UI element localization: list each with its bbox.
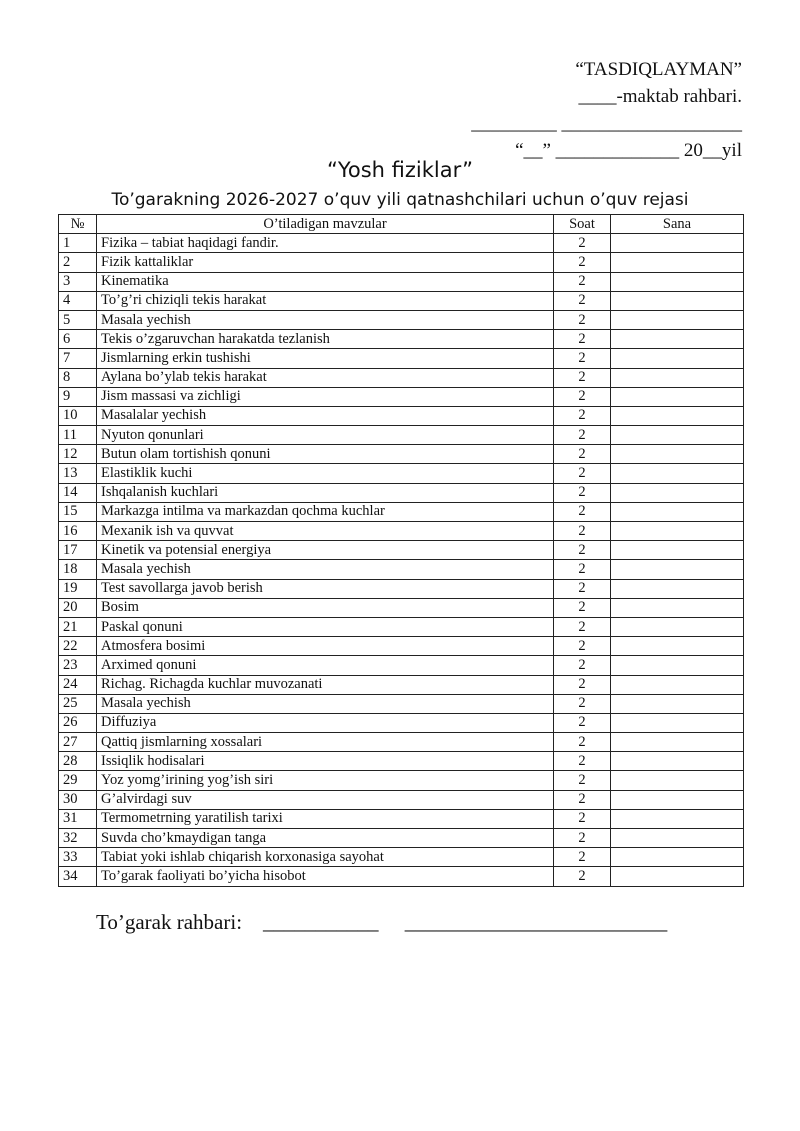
row-number: 6 <box>59 330 97 349</box>
row-topic: Qattiq jismlarning xossalari <box>97 733 554 752</box>
row-number: 29 <box>59 771 97 790</box>
row-date <box>611 234 744 253</box>
row-topic: Suvda cho’kmaydigan tanga <box>97 829 554 848</box>
row-hours: 2 <box>554 771 611 790</box>
table-row <box>59 598 744 617</box>
table-row <box>59 349 744 368</box>
row-hours: 2 <box>554 349 611 368</box>
row-number: 34 <box>59 867 97 886</box>
row-hours: 2 <box>554 483 611 502</box>
row-date <box>611 387 744 406</box>
row-date <box>611 522 744 541</box>
table-row <box>59 234 744 253</box>
row-number: 16 <box>59 522 97 541</box>
row-topic: Tekis o’zgaruvchan harakatda tezlanish <box>97 330 554 349</box>
table-row <box>59 426 744 445</box>
approval-date-line: “__” _____________ 20__yil <box>515 140 742 161</box>
row-hours: 2 <box>554 253 611 272</box>
row-number: 15 <box>59 502 97 521</box>
table-row <box>59 829 744 848</box>
row-hours: 2 <box>554 445 611 464</box>
header-number: № <box>59 215 97 234</box>
row-topic: Bosim <box>97 598 554 617</box>
table-row <box>59 387 744 406</box>
row-hours: 2 <box>554 809 611 828</box>
row-hours: 2 <box>554 502 611 521</box>
row-number: 20 <box>59 598 97 617</box>
row-hours: 2 <box>554 656 611 675</box>
row-topic: Kinematika <box>97 272 554 291</box>
row-hours: 2 <box>554 848 611 867</box>
row-hours: 2 <box>554 637 611 656</box>
row-number: 27 <box>59 733 97 752</box>
table-row <box>59 809 744 828</box>
row-number: 33 <box>59 848 97 867</box>
row-topic: Nyuton qonunlari <box>97 426 554 445</box>
table-row <box>59 752 744 771</box>
row-topic: G’alvirdagi suv <box>97 790 554 809</box>
row-date <box>611 598 744 617</box>
row-topic: Termometrning yaratilish tarixi <box>97 809 554 828</box>
row-date <box>611 310 744 329</box>
row-number: 18 <box>59 560 97 579</box>
row-date <box>611 541 744 560</box>
row-hours: 2 <box>554 464 611 483</box>
curriculum-table <box>58 214 744 887</box>
row-date <box>611 560 744 579</box>
table-row <box>59 291 744 310</box>
row-date <box>611 694 744 713</box>
row-number: 12 <box>59 445 97 464</box>
row-topic: Aylana bo’ylab tekis harakat <box>97 368 554 387</box>
row-topic: Atmosfera bosimi <box>97 637 554 656</box>
row-hours: 2 <box>554 829 611 848</box>
table-row <box>59 502 744 521</box>
row-hours: 2 <box>554 867 611 886</box>
row-topic: Jism massasi va zichligi <box>97 387 554 406</box>
table-row <box>59 656 744 675</box>
signature-block <box>96 910 667 935</box>
row-number: 28 <box>59 752 97 771</box>
row-number: 7 <box>59 349 97 368</box>
table-row <box>59 368 744 387</box>
approval-signature-line: _________ ___________________ <box>471 113 742 134</box>
row-topic: To’g’ri chiziqli tekis harakat <box>97 291 554 310</box>
table-row <box>59 579 744 598</box>
row-hours: 2 <box>554 330 611 349</box>
row-number: 23 <box>59 656 97 675</box>
row-number: 32 <box>59 829 97 848</box>
row-topic: Markazga intilma va markazdan qochma kuchlar <box>97 502 554 521</box>
row-hours: 2 <box>554 310 611 329</box>
table-row <box>59 330 744 349</box>
row-hours: 2 <box>554 291 611 310</box>
row-number: 14 <box>59 483 97 502</box>
row-date <box>611 713 744 732</box>
table-row <box>59 464 744 483</box>
row-topic: Test savollarga javob berish <box>97 579 554 598</box>
row-hours: 2 <box>554 675 611 694</box>
row-date <box>611 637 744 656</box>
row-hours: 2 <box>554 694 611 713</box>
approval-block <box>471 56 742 164</box>
row-topic: Richag. Richagda kuchlar muvozanati <box>97 675 554 694</box>
table-row <box>59 617 744 636</box>
table-row <box>59 310 744 329</box>
table-row <box>59 541 744 560</box>
table-row <box>59 253 744 272</box>
row-date <box>611 445 744 464</box>
row-topic: Tabiat yoki ishlab chiqarish korxonasiga sayohat <box>97 848 554 867</box>
approval-school-head: ____-maktab rahbari. <box>578 86 742 107</box>
row-date <box>611 272 744 291</box>
table-row <box>59 771 744 790</box>
row-date <box>611 617 744 636</box>
row-date <box>611 464 744 483</box>
table-row <box>59 867 744 886</box>
row-number: 22 <box>59 637 97 656</box>
row-topic: Masala yechish <box>97 694 554 713</box>
row-number: 31 <box>59 809 97 828</box>
row-hours: 2 <box>554 272 611 291</box>
row-hours: 2 <box>554 579 611 598</box>
table-row <box>59 675 744 694</box>
row-topic: Masala yechish <box>97 560 554 579</box>
row-hours: 2 <box>554 387 611 406</box>
row-hours: 2 <box>554 617 611 636</box>
header-date: Sana <box>611 215 744 234</box>
row-date <box>611 406 744 425</box>
row-number: 30 <box>59 790 97 809</box>
row-number: 2 <box>59 253 97 272</box>
row-hours: 2 <box>554 541 611 560</box>
row-number: 13 <box>59 464 97 483</box>
row-number: 19 <box>59 579 97 598</box>
table-body <box>59 234 744 886</box>
row-date <box>611 733 744 752</box>
row-number: 26 <box>59 713 97 732</box>
row-topic: Ishqalanish kuchlari <box>97 483 554 502</box>
row-hours: 2 <box>554 406 611 425</box>
table-row <box>59 694 744 713</box>
row-topic: Fizik kattaliklar <box>97 253 554 272</box>
row-date <box>611 867 744 886</box>
row-hours: 2 <box>554 522 611 541</box>
row-date <box>611 368 744 387</box>
table-row <box>59 637 744 656</box>
row-number: 11 <box>59 426 97 445</box>
table-row <box>59 522 744 541</box>
table-row <box>59 848 744 867</box>
row-date <box>611 483 744 502</box>
row-number: 24 <box>59 675 97 694</box>
row-number: 8 <box>59 368 97 387</box>
row-number: 10 <box>59 406 97 425</box>
document-title: “Yosh fiziklar” <box>326 158 474 182</box>
row-date <box>611 829 744 848</box>
table-row <box>59 713 744 732</box>
table-header-row <box>59 215 744 234</box>
header-hours: Soat <box>554 215 611 234</box>
row-topic: Arximed qonuni <box>97 656 554 675</box>
row-date <box>611 426 744 445</box>
row-hours: 2 <box>554 598 611 617</box>
row-date <box>611 848 744 867</box>
row-topic: Masalalar yechish <box>97 406 554 425</box>
row-number: 1 <box>59 234 97 253</box>
row-date <box>611 752 744 771</box>
table-row <box>59 733 744 752</box>
row-topic: Issiqlik hodisalari <box>97 752 554 771</box>
row-date <box>611 675 744 694</box>
row-topic: Fizika – tabiat haqidagi fandir. <box>97 234 554 253</box>
signature-line: ___________ _________________________ <box>242 910 668 934</box>
row-number: 5 <box>59 310 97 329</box>
row-topic: Jismlarning erkin tushishi <box>97 349 554 368</box>
row-date <box>611 579 744 598</box>
row-number: 17 <box>59 541 97 560</box>
table-row <box>59 483 744 502</box>
row-hours: 2 <box>554 752 611 771</box>
row-topic: Paskal qonuni <box>97 617 554 636</box>
row-hours: 2 <box>554 733 611 752</box>
header-topic: O’tiladigan mavzular <box>97 215 554 234</box>
row-topic: Diffuziya <box>97 713 554 732</box>
row-date <box>611 771 744 790</box>
row-date <box>611 330 744 349</box>
row-hours: 2 <box>554 426 611 445</box>
row-number: 21 <box>59 617 97 636</box>
row-hours: 2 <box>554 790 611 809</box>
row-number: 25 <box>59 694 97 713</box>
row-topic: Mexanik ish va quvvat <box>97 522 554 541</box>
table-row <box>59 790 744 809</box>
row-topic: Kinetik va potensial energiya <box>97 541 554 560</box>
row-topic: To’garak faoliyati bo’yicha hisobot <box>97 867 554 886</box>
row-topic: Masala yechish <box>97 310 554 329</box>
row-date <box>611 790 744 809</box>
row-date <box>611 253 744 272</box>
row-number: 4 <box>59 291 97 310</box>
row-number: 3 <box>59 272 97 291</box>
table-row <box>59 445 744 464</box>
row-date <box>611 656 744 675</box>
table-row <box>59 406 744 425</box>
row-hours: 2 <box>554 713 611 732</box>
row-topic: Yoz yomg’irining yog’ish siri <box>97 771 554 790</box>
document-subtitle: To’garakning 2026-2027 o’quv yili qatnashchilari uchun o’quv rejasi <box>111 190 689 210</box>
row-topic: Elastiklik kuchi <box>97 464 554 483</box>
row-date <box>611 502 744 521</box>
row-date <box>611 809 744 828</box>
row-date <box>611 291 744 310</box>
table-row <box>59 272 744 291</box>
row-date <box>611 349 744 368</box>
row-number: 9 <box>59 387 97 406</box>
row-topic: Butun olam tortishish qonuni <box>97 445 554 464</box>
row-hours: 2 <box>554 234 611 253</box>
approval-heading: “TASDIQLAYMAN” <box>575 59 742 80</box>
row-hours: 2 <box>554 560 611 579</box>
table-row <box>59 560 744 579</box>
row-hours: 2 <box>554 368 611 387</box>
signature-label: To’garak rahbari: <box>96 910 243 934</box>
